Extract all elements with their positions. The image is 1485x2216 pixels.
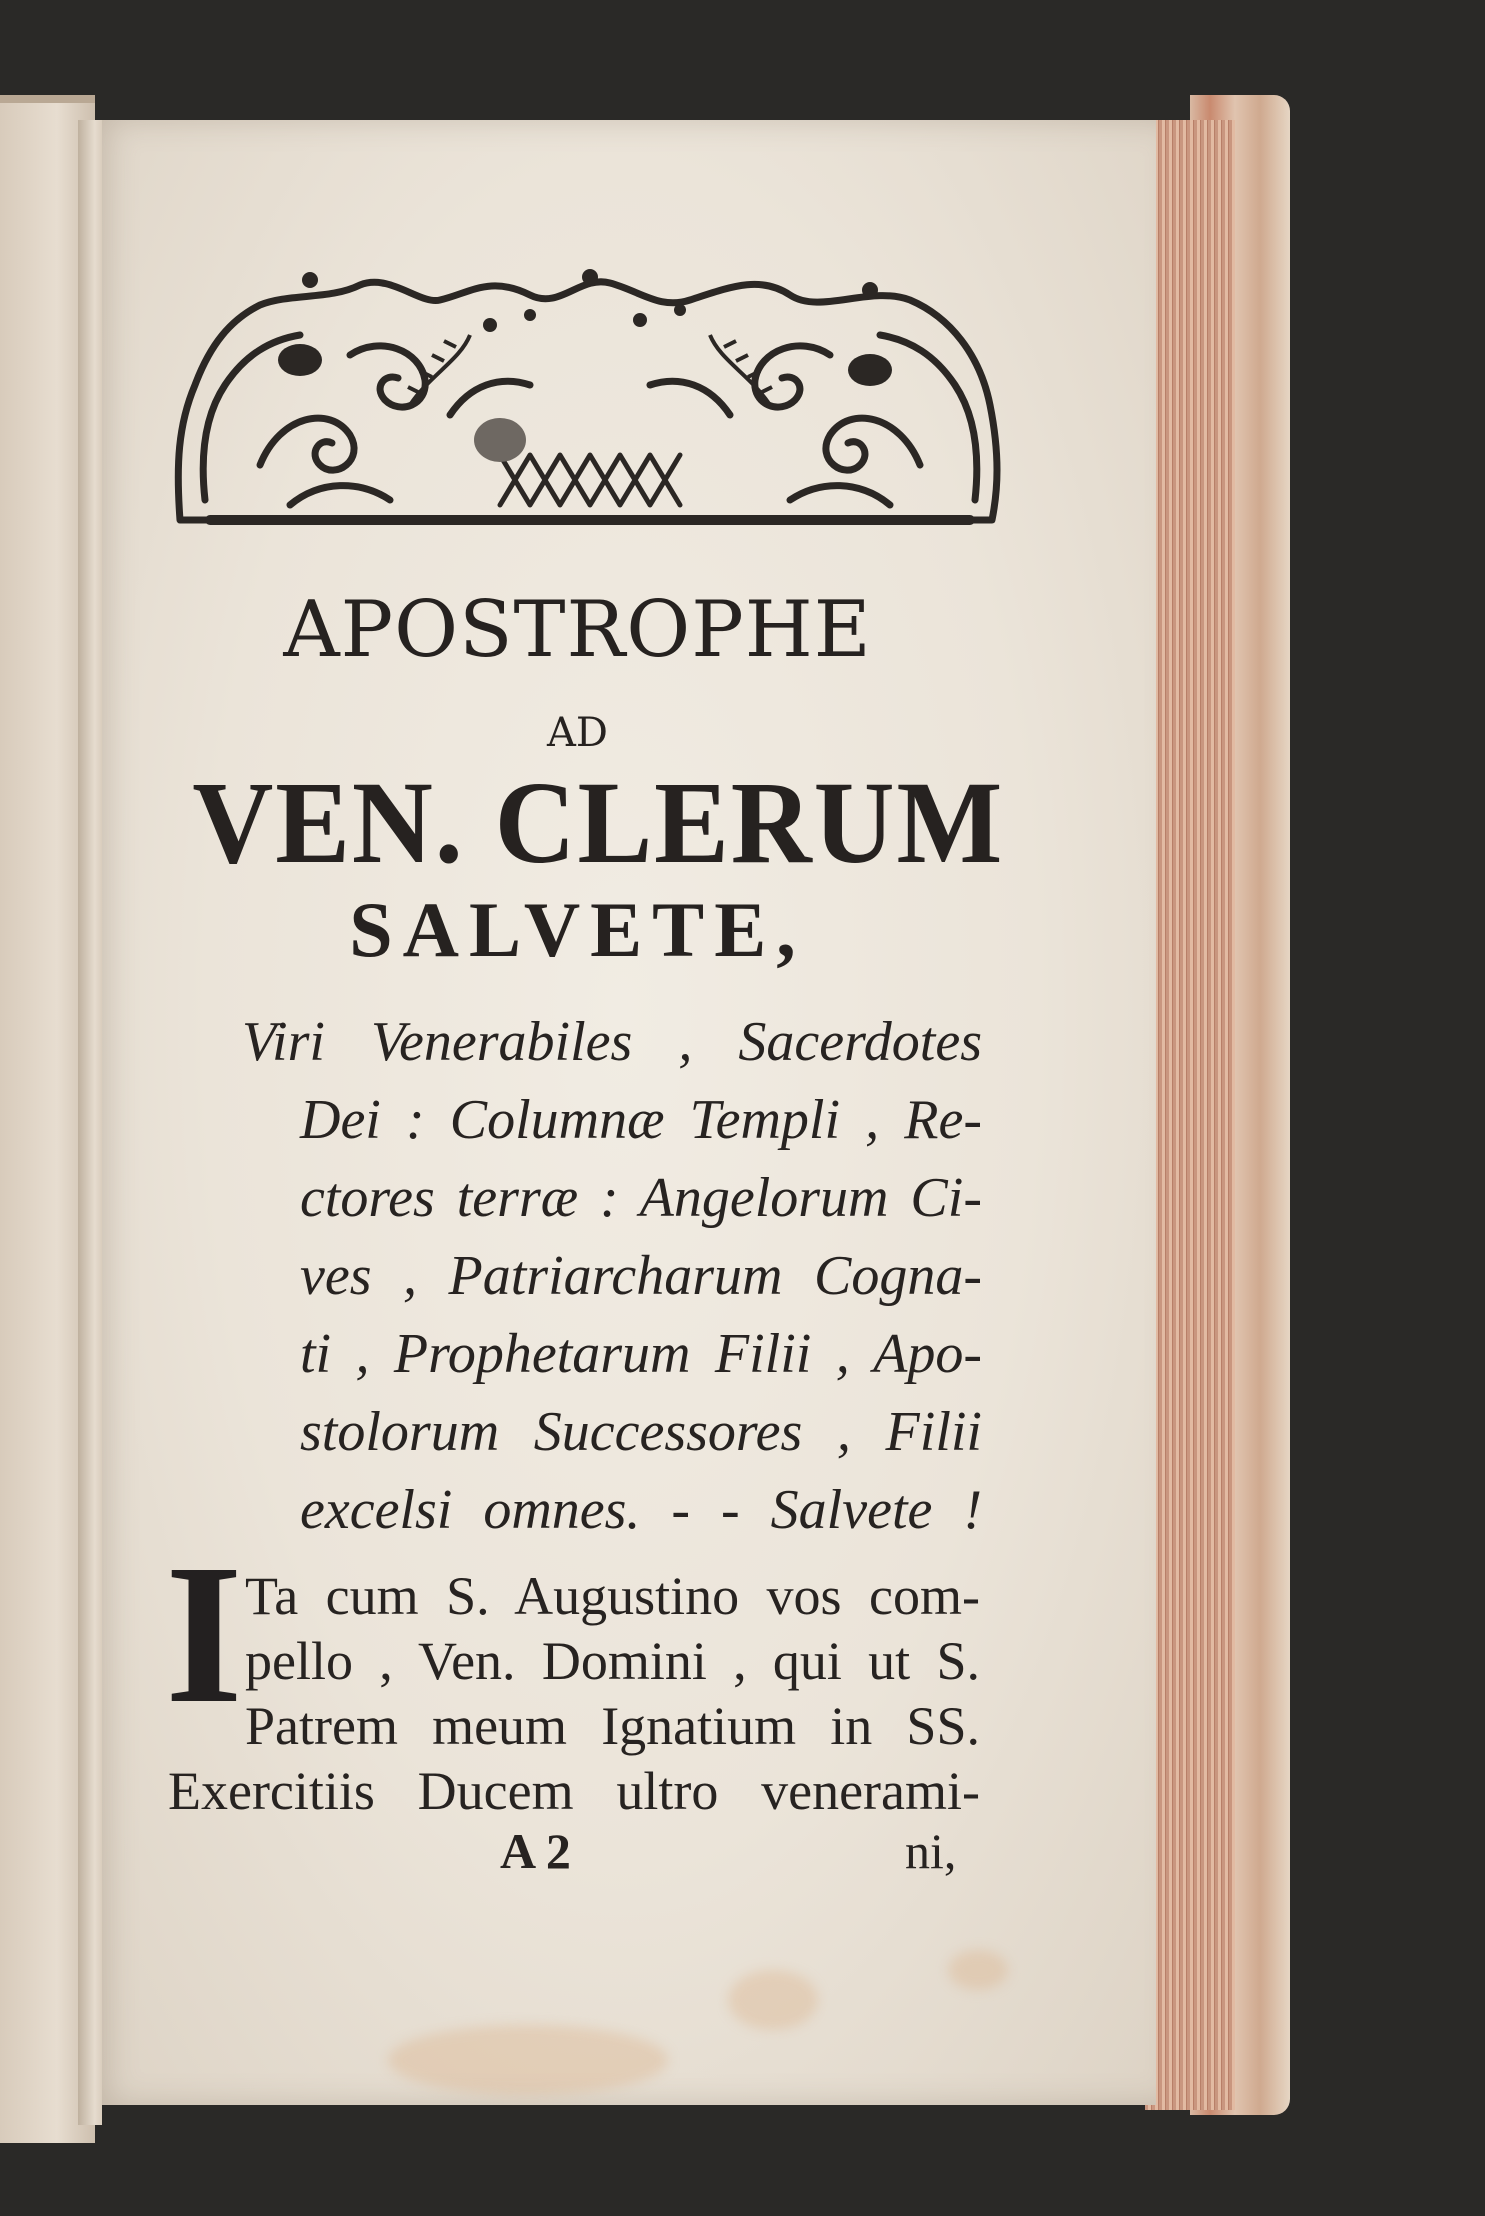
catchword: ni, <box>905 1823 957 1879</box>
heading-ven-clerum: VEN. CLERUM <box>192 757 1005 888</box>
book-gutter <box>78 120 102 2125</box>
foxing-stain <box>388 2025 668 2095</box>
body-line: pello , Ven. Domini , qui ut S. <box>245 1631 980 1691</box>
address-line: Dei : Columnæ Templi , Re- <box>300 1089 982 1151</box>
ornament-headpiece-icon <box>170 265 1010 540</box>
drop-cap: I <box>165 1524 243 1745</box>
address-line: ves , Patriarcharum Cogna- <box>300 1245 982 1307</box>
heading-salvete: SALVETE, <box>349 886 806 973</box>
address-line: ctores terræ : Angelorum Ci- <box>300 1167 982 1229</box>
foxing-stain <box>728 1970 818 2030</box>
body-line: Exercitiis Ducem ultro venerami- <box>168 1761 980 1821</box>
address-line: stolorum Successores , Filii <box>300 1401 982 1463</box>
address-line: ti , Prophetarum Filii , Apo- <box>300 1323 982 1385</box>
body-line: Ta cum S. Augustino vos com- <box>245 1566 980 1626</box>
signature-mark: A 2 <box>500 1823 571 1879</box>
foxing-stain <box>948 1950 1008 1990</box>
address-line: Viri Venerabiles , Sacerdotes <box>242 1011 982 1073</box>
body-line: Patrem meum Ignatium in SS. <box>245 1696 980 1756</box>
heading-ad: AD <box>547 710 608 756</box>
page-block-edges <box>1145 120 1235 2110</box>
address-line: excelsi omnes. - - Salvete ! <box>300 1479 982 1541</box>
heading-apostrophe: APOSTROPHE <box>283 585 872 675</box>
